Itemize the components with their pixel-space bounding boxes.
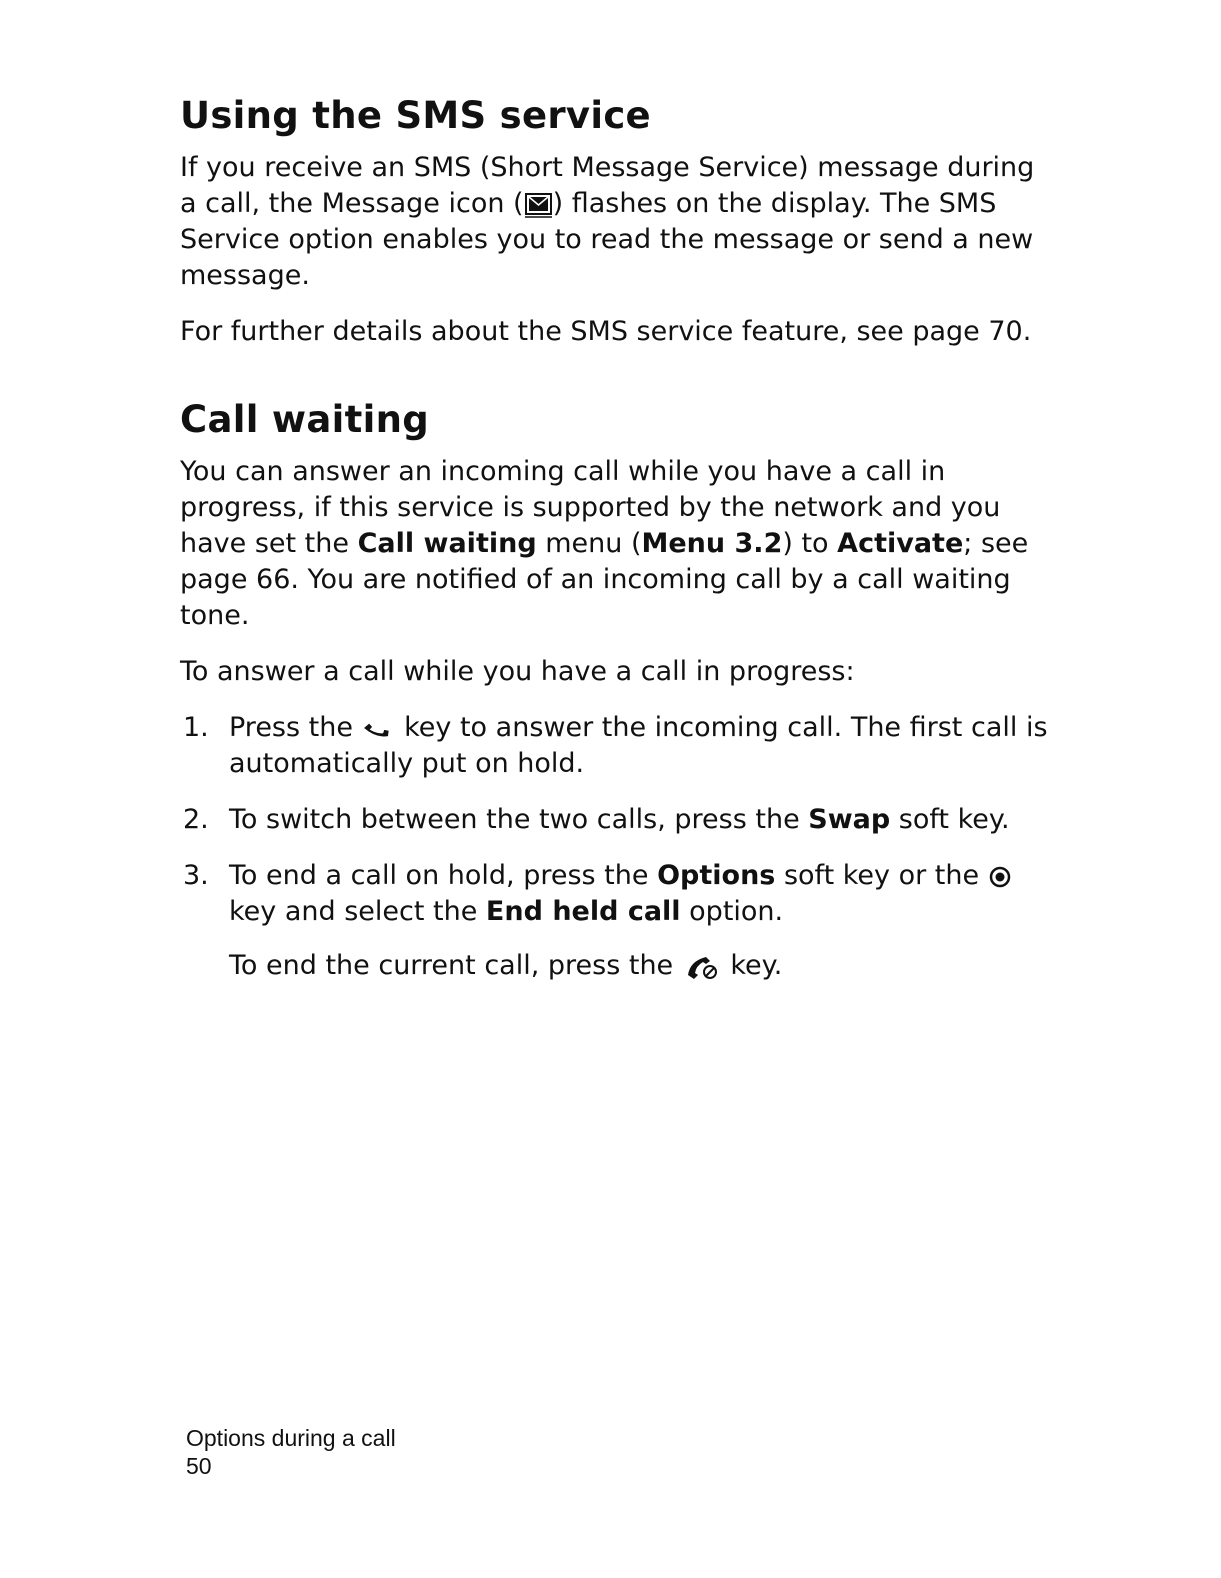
step-3-text-4: option. <box>680 896 784 927</box>
end-key-icon <box>682 953 722 981</box>
page-number: 50 <box>186 1453 212 1479</box>
sms-text-part-1: If you receive an SMS (Short Message Service) message during a call, the Message icon ( <box>180 152 1035 219</box>
sms-service-heading: Using the SMS service <box>180 94 651 137</box>
answer-intro: To answer a call while you have a call in progress: <box>180 656 855 687</box>
send-key-icon <box>362 718 396 740</box>
step-number: 3. <box>183 860 209 891</box>
end-current-call-note <box>229 948 1050 984</box>
step-3-text-2: soft key or the <box>775 860 988 891</box>
step-number: 1. <box>183 712 209 743</box>
step-3-text-3: key and select the <box>229 896 486 927</box>
list-item <box>180 858 1050 984</box>
manual-page <box>180 92 1050 1004</box>
sms-text-part-2: ) flashes on the display. The SMS Service option enables you to read the message or send a new message. <box>180 188 1034 291</box>
list-item <box>180 710 1050 782</box>
message-icon <box>524 191 553 219</box>
cw-bold-menu: Menu 3.2 <box>641 528 783 559</box>
step-3-text-1: To end a call on hold, press the <box>229 860 658 891</box>
step-3-bold-options: Options <box>657 860 776 891</box>
step-2-bold-swap: Swap <box>808 804 891 835</box>
step-1-text-1: Press the <box>229 712 362 743</box>
cw-bold-activate: Activate <box>837 528 964 559</box>
step-2-text-1: To switch between the two calls, press the <box>229 804 809 835</box>
menu-key-icon <box>988 865 1012 889</box>
sms-details-paragraph: For further details about the SMS service feature, see page 70. <box>180 316 1032 347</box>
call-waiting-heading: Call waiting <box>180 398 429 441</box>
cw-text-2: menu ( <box>536 528 642 559</box>
sms-service-paragraph <box>180 150 1050 294</box>
step-2-text-2: soft key. <box>890 804 1010 835</box>
end-note-text-1: To end the current call, press the <box>229 950 682 981</box>
cw-bold-call-waiting: Call waiting <box>357 528 537 559</box>
step-3-bold-end-held: End held call <box>485 896 681 927</box>
step-1-text-2: key to answer the incoming call. The first call is automatically put on hold. <box>229 712 1048 779</box>
cw-text-3: ) to <box>782 528 838 559</box>
end-note-text-2: key. <box>721 950 783 981</box>
page-footer <box>186 1424 396 1480</box>
footer-section-title: Options during a call <box>186 1425 396 1451</box>
steps-list <box>180 710 1050 984</box>
list-item <box>180 802 1050 838</box>
cw-text-1: You can answer an incoming call while you have a call in progress, if this service is supported by the network and you have set the <box>180 456 1001 559</box>
step-number: 2. <box>183 804 209 835</box>
call-waiting-paragraph <box>180 454 1050 634</box>
cw-text-4: ; see page 66. You are notified of an incoming call by a call waiting tone. <box>180 528 1029 631</box>
